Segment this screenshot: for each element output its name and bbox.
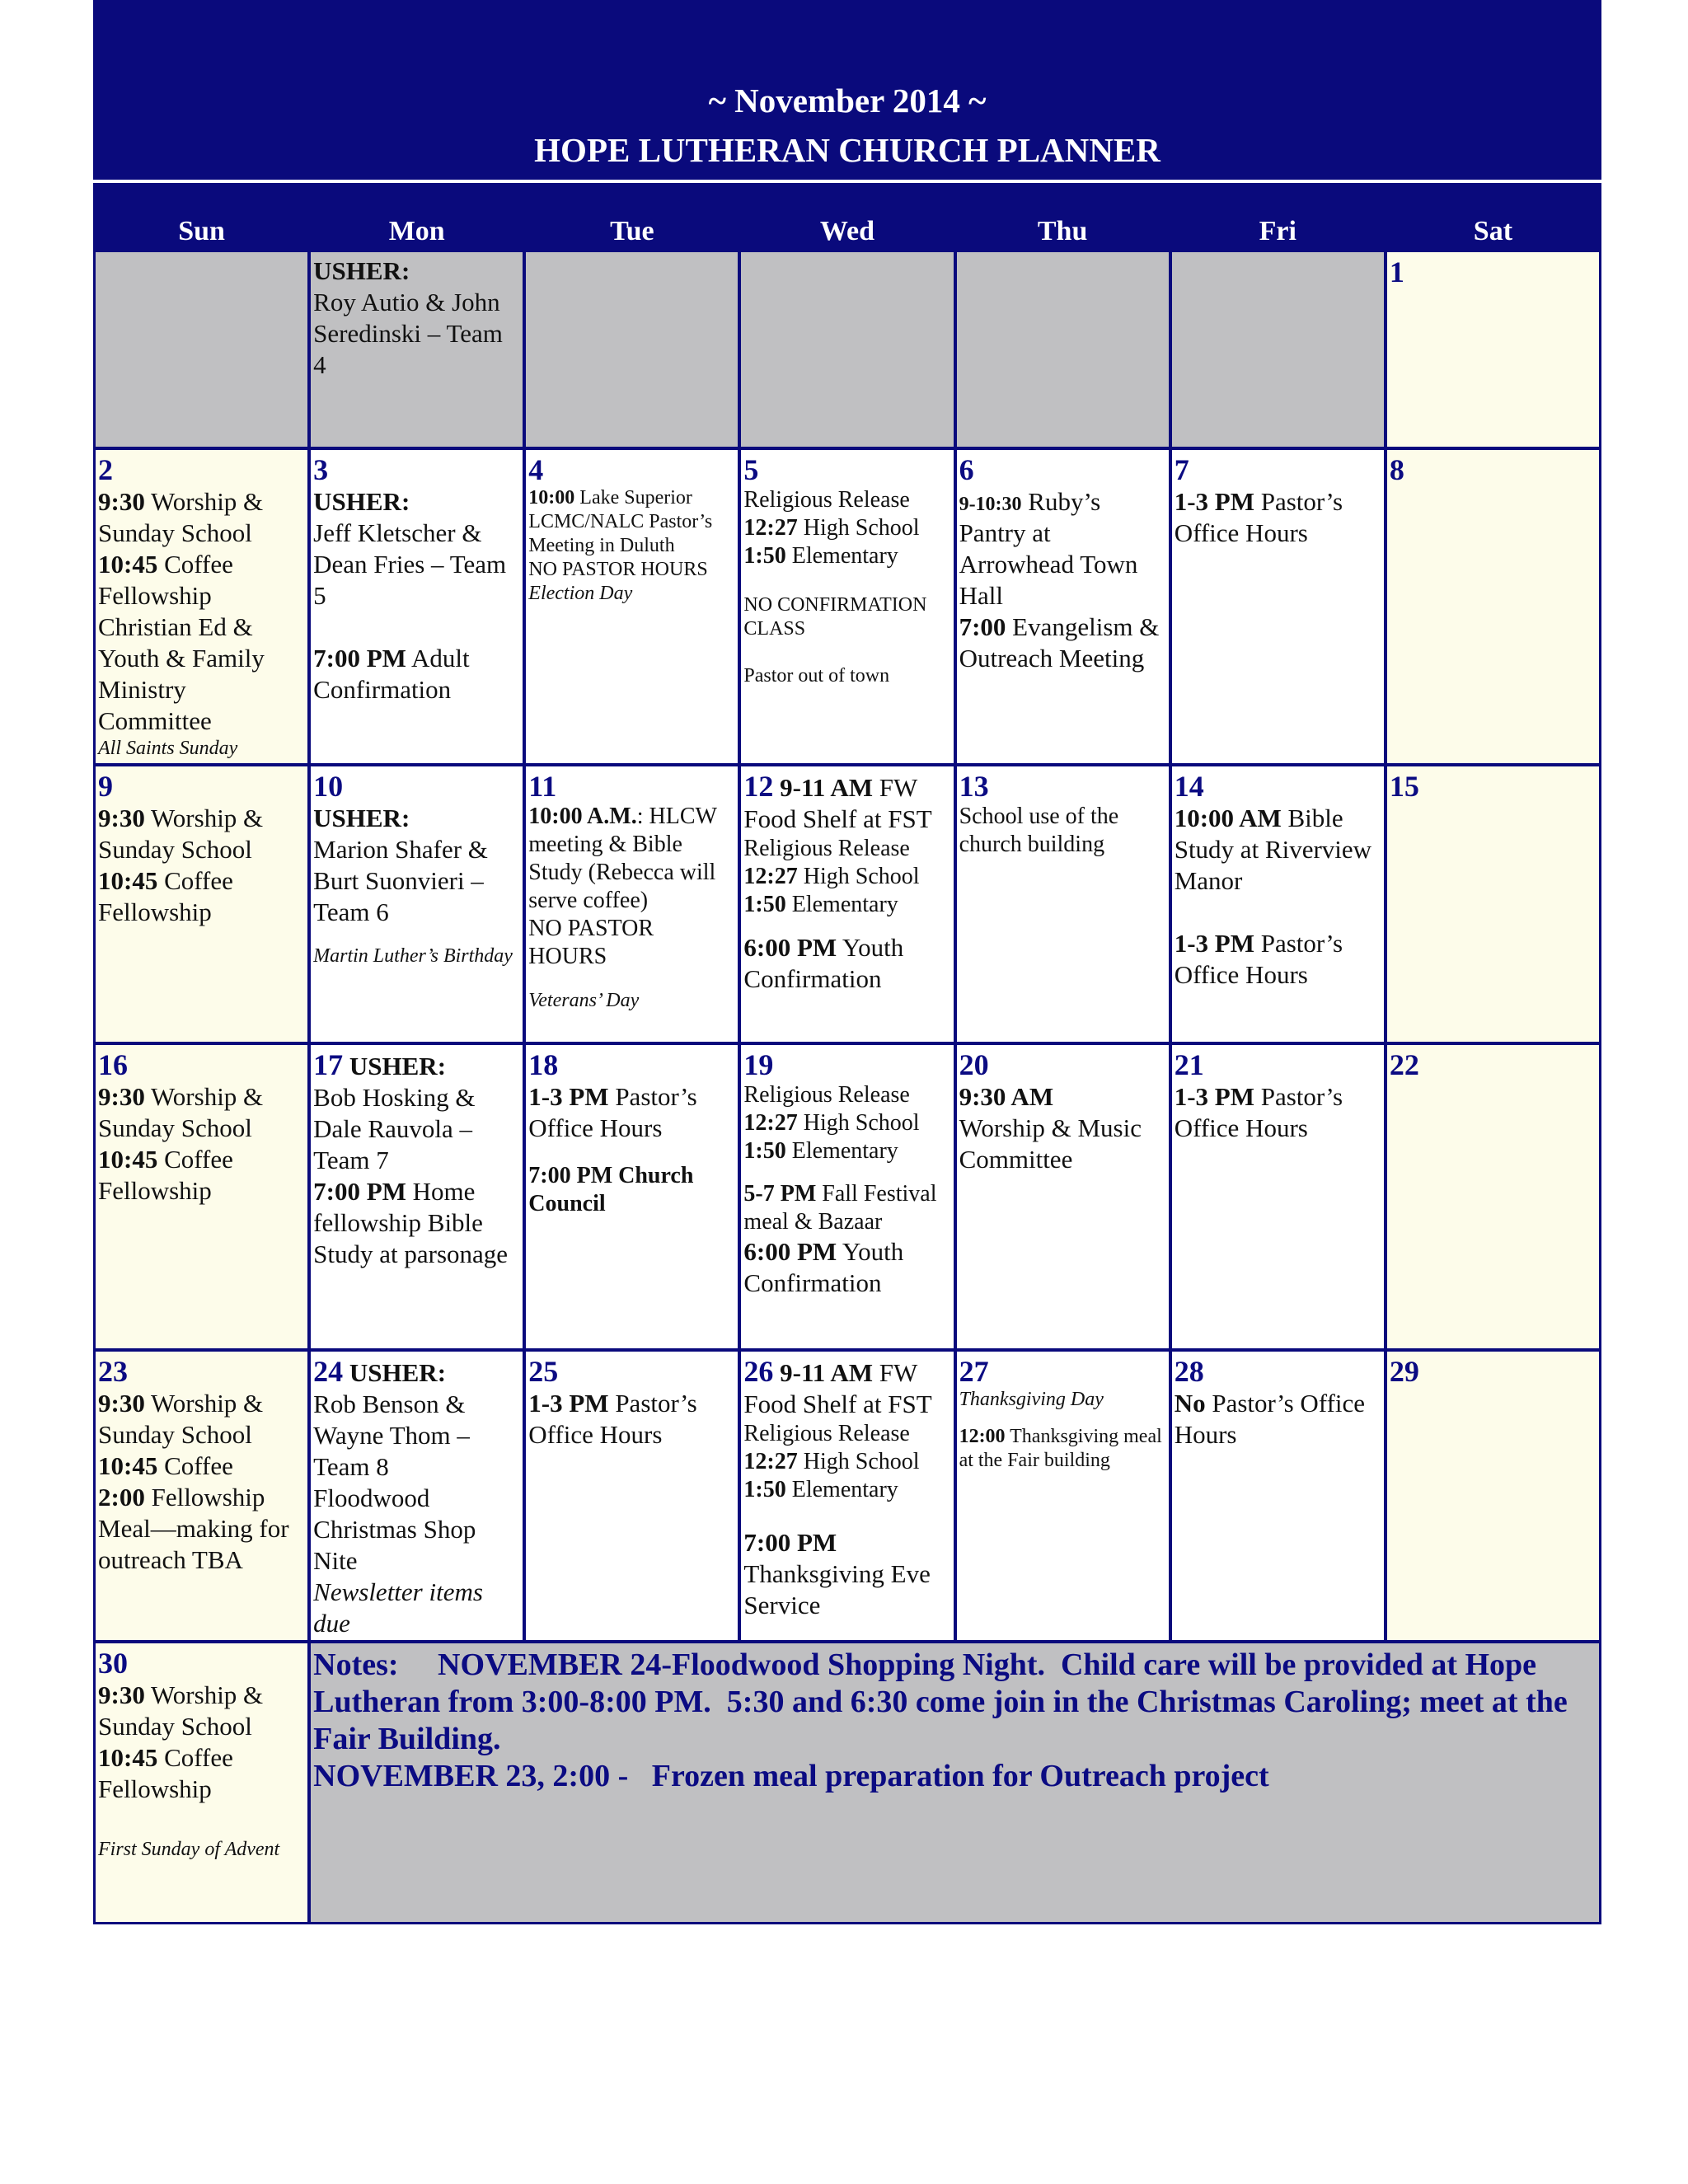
- month-heading: ~ November 2014 ~: [708, 82, 987, 120]
- day-cell-18: [526, 1045, 738, 1348]
- day-cell-17: [311, 1045, 523, 1348]
- date-number: 27: [959, 1355, 989, 1388]
- event-text: Evangelism & Outreach Meeting: [959, 612, 1160, 673]
- day-cell-25: [526, 1352, 738, 1640]
- date-number: 20: [959, 1048, 989, 1081]
- event-time: 10:45: [98, 866, 158, 895]
- event-time: 6:00 PM: [743, 1237, 837, 1266]
- event-text: Ruby’s Pantry at Arrowhead Town Hall: [959, 487, 1138, 610]
- event-text: FW Food Shelf at FST: [743, 1358, 932, 1418]
- usher-team: Jeff Kletscher & Dean Fries – Team 5: [313, 518, 507, 610]
- event-text: Adult Confirmation: [313, 644, 470, 704]
- date-number: 23: [98, 1355, 128, 1388]
- usher-label: USHER:: [349, 1358, 447, 1387]
- day-cell-21: [1172, 1045, 1384, 1348]
- event-time: 10:45: [98, 550, 158, 579]
- date-number: 3: [313, 453, 329, 486]
- event-text: Lake Superior LCMC/NALC Pastor’s Meeting in Duluth: [528, 487, 713, 556]
- event-text: FW Food Shelf at FST: [743, 773, 932, 833]
- event-time: 9-10:30: [959, 494, 1022, 515]
- church-council: 7:00 PM Church Council: [528, 1163, 694, 1216]
- empty-day-cell: [96, 252, 307, 447]
- event-text: Home fellowship Bible Study at parsonage: [313, 1177, 509, 1268]
- event-time: 9-11 AM: [780, 1358, 873, 1387]
- day-cell-3: [311, 450, 523, 763]
- day-cell-23: [96, 1352, 307, 1640]
- empty-day-cell: [741, 252, 953, 447]
- event-time: 7:00 PM: [313, 1177, 406, 1206]
- event-text: Pastor’s Office Hours: [1174, 1082, 1343, 1142]
- event-time: 6:00 PM: [743, 933, 837, 962]
- day-cell-2: [96, 450, 307, 763]
- calendar-grid: [93, 183, 1601, 1924]
- event-text: Pastor’s Office Hours: [1174, 1389, 1366, 1449]
- event-time: 12:27: [743, 1449, 798, 1474]
- date-number: 12: [743, 770, 774, 803]
- day-cell-30: [96, 1643, 307, 1922]
- day-cell-15: [1387, 766, 1599, 1042]
- event-time: 9:30: [98, 487, 145, 516]
- day-cell-7: [1172, 450, 1384, 763]
- event-time: 9-11 AM: [780, 773, 873, 802]
- event-time: 2:00: [98, 1483, 145, 1511]
- event-text: Youth Confirmation: [743, 1237, 904, 1297]
- day-cell-13: [957, 766, 1169, 1042]
- event-time: 1-3 PM: [1174, 1082, 1254, 1111]
- day-cell-6: [957, 450, 1169, 763]
- day-note: Newsletter items due: [313, 1577, 483, 1638]
- empty-day-cell: [526, 252, 738, 447]
- event-time: 10:45: [98, 1451, 158, 1480]
- event-text: Pastor’s Office Hours: [1174, 487, 1343, 547]
- date-number: 1: [1389, 255, 1404, 288]
- date-number: 4: [528, 453, 544, 486]
- holiday-note: Thanksgiving Day: [959, 1389, 1104, 1410]
- event-text: Thanksgiving meal at the Fair building: [959, 1426, 1162, 1471]
- day-note: Election Day: [528, 583, 633, 604]
- day-header-fri: Fri: [1259, 216, 1296, 246]
- release-text: Religious Release: [743, 487, 910, 513]
- event-time: 9:30: [98, 1389, 145, 1418]
- release-text: Religious Release: [743, 1421, 910, 1446]
- date-number: 25: [528, 1355, 559, 1388]
- date-number: 16: [98, 1048, 128, 1081]
- event-text: Coffee Fellowship: [98, 866, 233, 926]
- event-text: Worship & Sunday School: [98, 1082, 264, 1142]
- usher-label: USHER:: [313, 804, 410, 832]
- event-time: 10:00 A.M.: [528, 804, 637, 829]
- usher-team: Marion Shafer & Burt Suonvieri – Team 6: [313, 835, 488, 926]
- event-text: Youth Confirmation: [743, 933, 904, 993]
- event-time: 7:00: [959, 612, 1006, 641]
- event-text: School use of the church building: [959, 804, 1119, 857]
- date-number: 18: [528, 1048, 559, 1081]
- day-header-sat: Sat: [1473, 216, 1513, 246]
- event-time: 10:00: [528, 487, 575, 509]
- event-time: 10:45: [98, 1145, 158, 1174]
- date-number: 29: [1389, 1355, 1419, 1388]
- event-time: 1:50: [743, 1138, 786, 1164]
- notes-section: [311, 1643, 1599, 1922]
- event-time: 10:45: [98, 1743, 158, 1772]
- event-time: 12:27: [743, 515, 798, 541]
- event-text: Elementary: [791, 1138, 898, 1164]
- usher-label: USHER:: [313, 487, 410, 516]
- notes-line-2: NOVEMBER 23, 2:00 - Frozen meal preparation for Outreach project: [313, 1759, 1269, 1793]
- day-cell-8: [1387, 450, 1599, 763]
- event-time: 9:30: [98, 804, 145, 832]
- day-cell-12: [741, 766, 953, 1042]
- event-text: Worship & Music Committee: [959, 1113, 1142, 1174]
- event-text: Worship & Sunday School: [98, 1389, 264, 1449]
- calendar: [93, 0, 1601, 1924]
- event-text: : HLCW meeting & Bible Study (Rebecca will serve coffee): [528, 804, 717, 913]
- release-text: Religious Release: [743, 836, 910, 861]
- no-word: No: [1174, 1389, 1206, 1418]
- empty-day-cell: [957, 252, 1169, 447]
- day-cell-24: [311, 1352, 523, 1640]
- usher-label: USHER:: [349, 1052, 447, 1080]
- event-text: Coffee: [164, 1451, 233, 1480]
- event-text: High School: [803, 515, 920, 541]
- day-cell-29: [1387, 1352, 1599, 1640]
- date-number: 10: [313, 770, 344, 803]
- day-cell-4: [526, 450, 738, 763]
- no-confirmation: NO CONFIRMATION CLASS: [743, 594, 927, 640]
- event-time: 1-3 PM: [1174, 929, 1254, 958]
- release-text: Religious Release: [743, 1082, 910, 1108]
- event-text: High School: [803, 1110, 920, 1136]
- day-note: All Saints Sunday: [98, 738, 238, 759]
- event-text: Worship & Sunday School: [98, 1680, 264, 1741]
- day-cell-oct-27: [311, 252, 523, 447]
- event-time: 7:00 PM: [743, 1528, 837, 1557]
- date-number: 21: [1174, 1048, 1204, 1081]
- day-cell-19: [741, 1045, 953, 1348]
- event-time: 10:00 AM: [1174, 804, 1282, 832]
- day-cell-26: [741, 1352, 953, 1640]
- event-text: High School: [803, 1449, 920, 1474]
- event-text: Fellowship Meal—making for outreach TBA: [98, 1483, 289, 1574]
- day-cell-27: [957, 1352, 1169, 1640]
- planner-title: HOPE LUTHERAN CHURCH PLANNER: [534, 131, 1160, 169]
- committee-meeting: Christian Ed & Youth & Family Ministry Committee: [98, 612, 265, 735]
- date-number: 5: [743, 453, 759, 486]
- event-time: 1-3 PM: [1174, 487, 1254, 516]
- day-cell-16: [96, 1045, 307, 1348]
- day-cell-1: [1387, 252, 1599, 447]
- event-text: Worship & Sunday School: [98, 804, 264, 864]
- event-time: 1-3 PM: [528, 1082, 609, 1111]
- event-text: Elementary: [791, 892, 898, 917]
- event-text: Coffee Fellowship: [98, 1743, 233, 1803]
- event-time: 9:30: [98, 1680, 145, 1709]
- empty-day-cell: [1172, 252, 1384, 447]
- event-time: 12:27: [743, 1110, 798, 1136]
- pastor-away: Pastor out of town: [743, 665, 890, 687]
- event-text: Thanksgiving Eve Service: [743, 1559, 931, 1619]
- day-note: Veterans’ Day: [528, 990, 640, 1011]
- event-time: 1:50: [743, 1477, 786, 1502]
- date-number: 13: [959, 770, 989, 803]
- event-time: 9:30 AM: [959, 1082, 1054, 1111]
- day-note: First Sunday of Advent: [98, 1839, 280, 1860]
- date-number: 19: [743, 1048, 774, 1081]
- usher-team: Rob Benson & Wayne Thom – Team 8: [313, 1390, 470, 1481]
- date-number: 9: [98, 770, 113, 803]
- day-header-thu: Thu: [1037, 216, 1088, 246]
- no-pastor-hours: NO PASTOR HOURS: [528, 916, 654, 969]
- date-number: 2: [98, 453, 113, 486]
- date-number: 17: [313, 1048, 344, 1081]
- date-number: 28: [1174, 1355, 1204, 1388]
- event-time: 12:00: [959, 1426, 1006, 1447]
- event-time: 1-3 PM: [528, 1389, 609, 1418]
- day-header-tue: Tue: [610, 216, 654, 246]
- date-number: 7: [1174, 453, 1189, 486]
- notes-line-1: Notes: NOVEMBER 24-Floodwood Shopping Night. Child care will be provided at Hope Lutheran from 3:00-8:00 PM. 5:30 and 6:30 come join in the Christmas Caroling; meet at the Fair Building.: [313, 1647, 1576, 1756]
- event-text: Pastor’s Office Hours: [1174, 929, 1343, 989]
- day-cell-14: [1172, 766, 1384, 1042]
- event-time: 12:27: [743, 864, 798, 889]
- date-number: 30: [98, 1647, 128, 1680]
- event-text: Pastor’s Office Hours: [528, 1082, 697, 1142]
- event-text: Coffee Fellowship: [98, 1145, 233, 1205]
- usher-team: Bob Hosking & Dale Rauvola – Team 7: [313, 1083, 476, 1174]
- event-time: 1:50: [743, 543, 786, 569]
- event-time: 1:50: [743, 892, 786, 917]
- usher-team: Roy Autio & John Seredinski – Team 4: [313, 288, 503, 379]
- day-cell-28: [1172, 1352, 1384, 1640]
- event-text: High School: [803, 864, 920, 889]
- event-text: Fall Festival meal & Bazaar: [743, 1181, 937, 1235]
- date-number: 6: [959, 453, 974, 486]
- date-number: 14: [1174, 770, 1204, 803]
- day-header-mon: Mon: [388, 216, 445, 246]
- day-cell-22: [1387, 1045, 1599, 1348]
- event-time: 5-7 PM: [743, 1181, 817, 1207]
- day-cell-20: [957, 1045, 1169, 1348]
- day-header-wed: Wed: [819, 216, 875, 246]
- day-cell-9: [96, 766, 307, 1042]
- date-number: 15: [1389, 770, 1419, 803]
- date-number: 11: [528, 770, 557, 803]
- day-cell-5: [741, 450, 953, 763]
- event-text: Elementary: [791, 1477, 898, 1502]
- event-text: Elementary: [791, 543, 898, 569]
- event-time: 7:00 PM: [313, 644, 406, 673]
- no-pastor-hours: NO PASTOR HOURS: [528, 559, 708, 580]
- event-text: Coffee Fellowship: [98, 550, 233, 610]
- day-cell-11: [526, 766, 738, 1042]
- calendar-title: [93, 0, 1601, 183]
- date-number: 8: [1389, 453, 1404, 486]
- day-cell-10: [311, 766, 523, 1042]
- date-number: 22: [1389, 1048, 1419, 1081]
- event-time: 9:30: [98, 1082, 145, 1111]
- day-header-sun: Sun: [178, 216, 225, 246]
- event-text: Bible Study at Riverview Manor: [1174, 804, 1372, 895]
- date-number: 24: [313, 1355, 344, 1388]
- event-text: Floodwood Christmas Shop Nite: [313, 1483, 476, 1575]
- usher-label: USHER:: [313, 256, 410, 285]
- event-text: Worship & Sunday School: [98, 487, 264, 547]
- event-text: Pastor’s Office Hours: [528, 1389, 697, 1449]
- day-note: Martin Luther’s Birthday: [313, 945, 513, 967]
- date-number: 26: [743, 1355, 774, 1388]
